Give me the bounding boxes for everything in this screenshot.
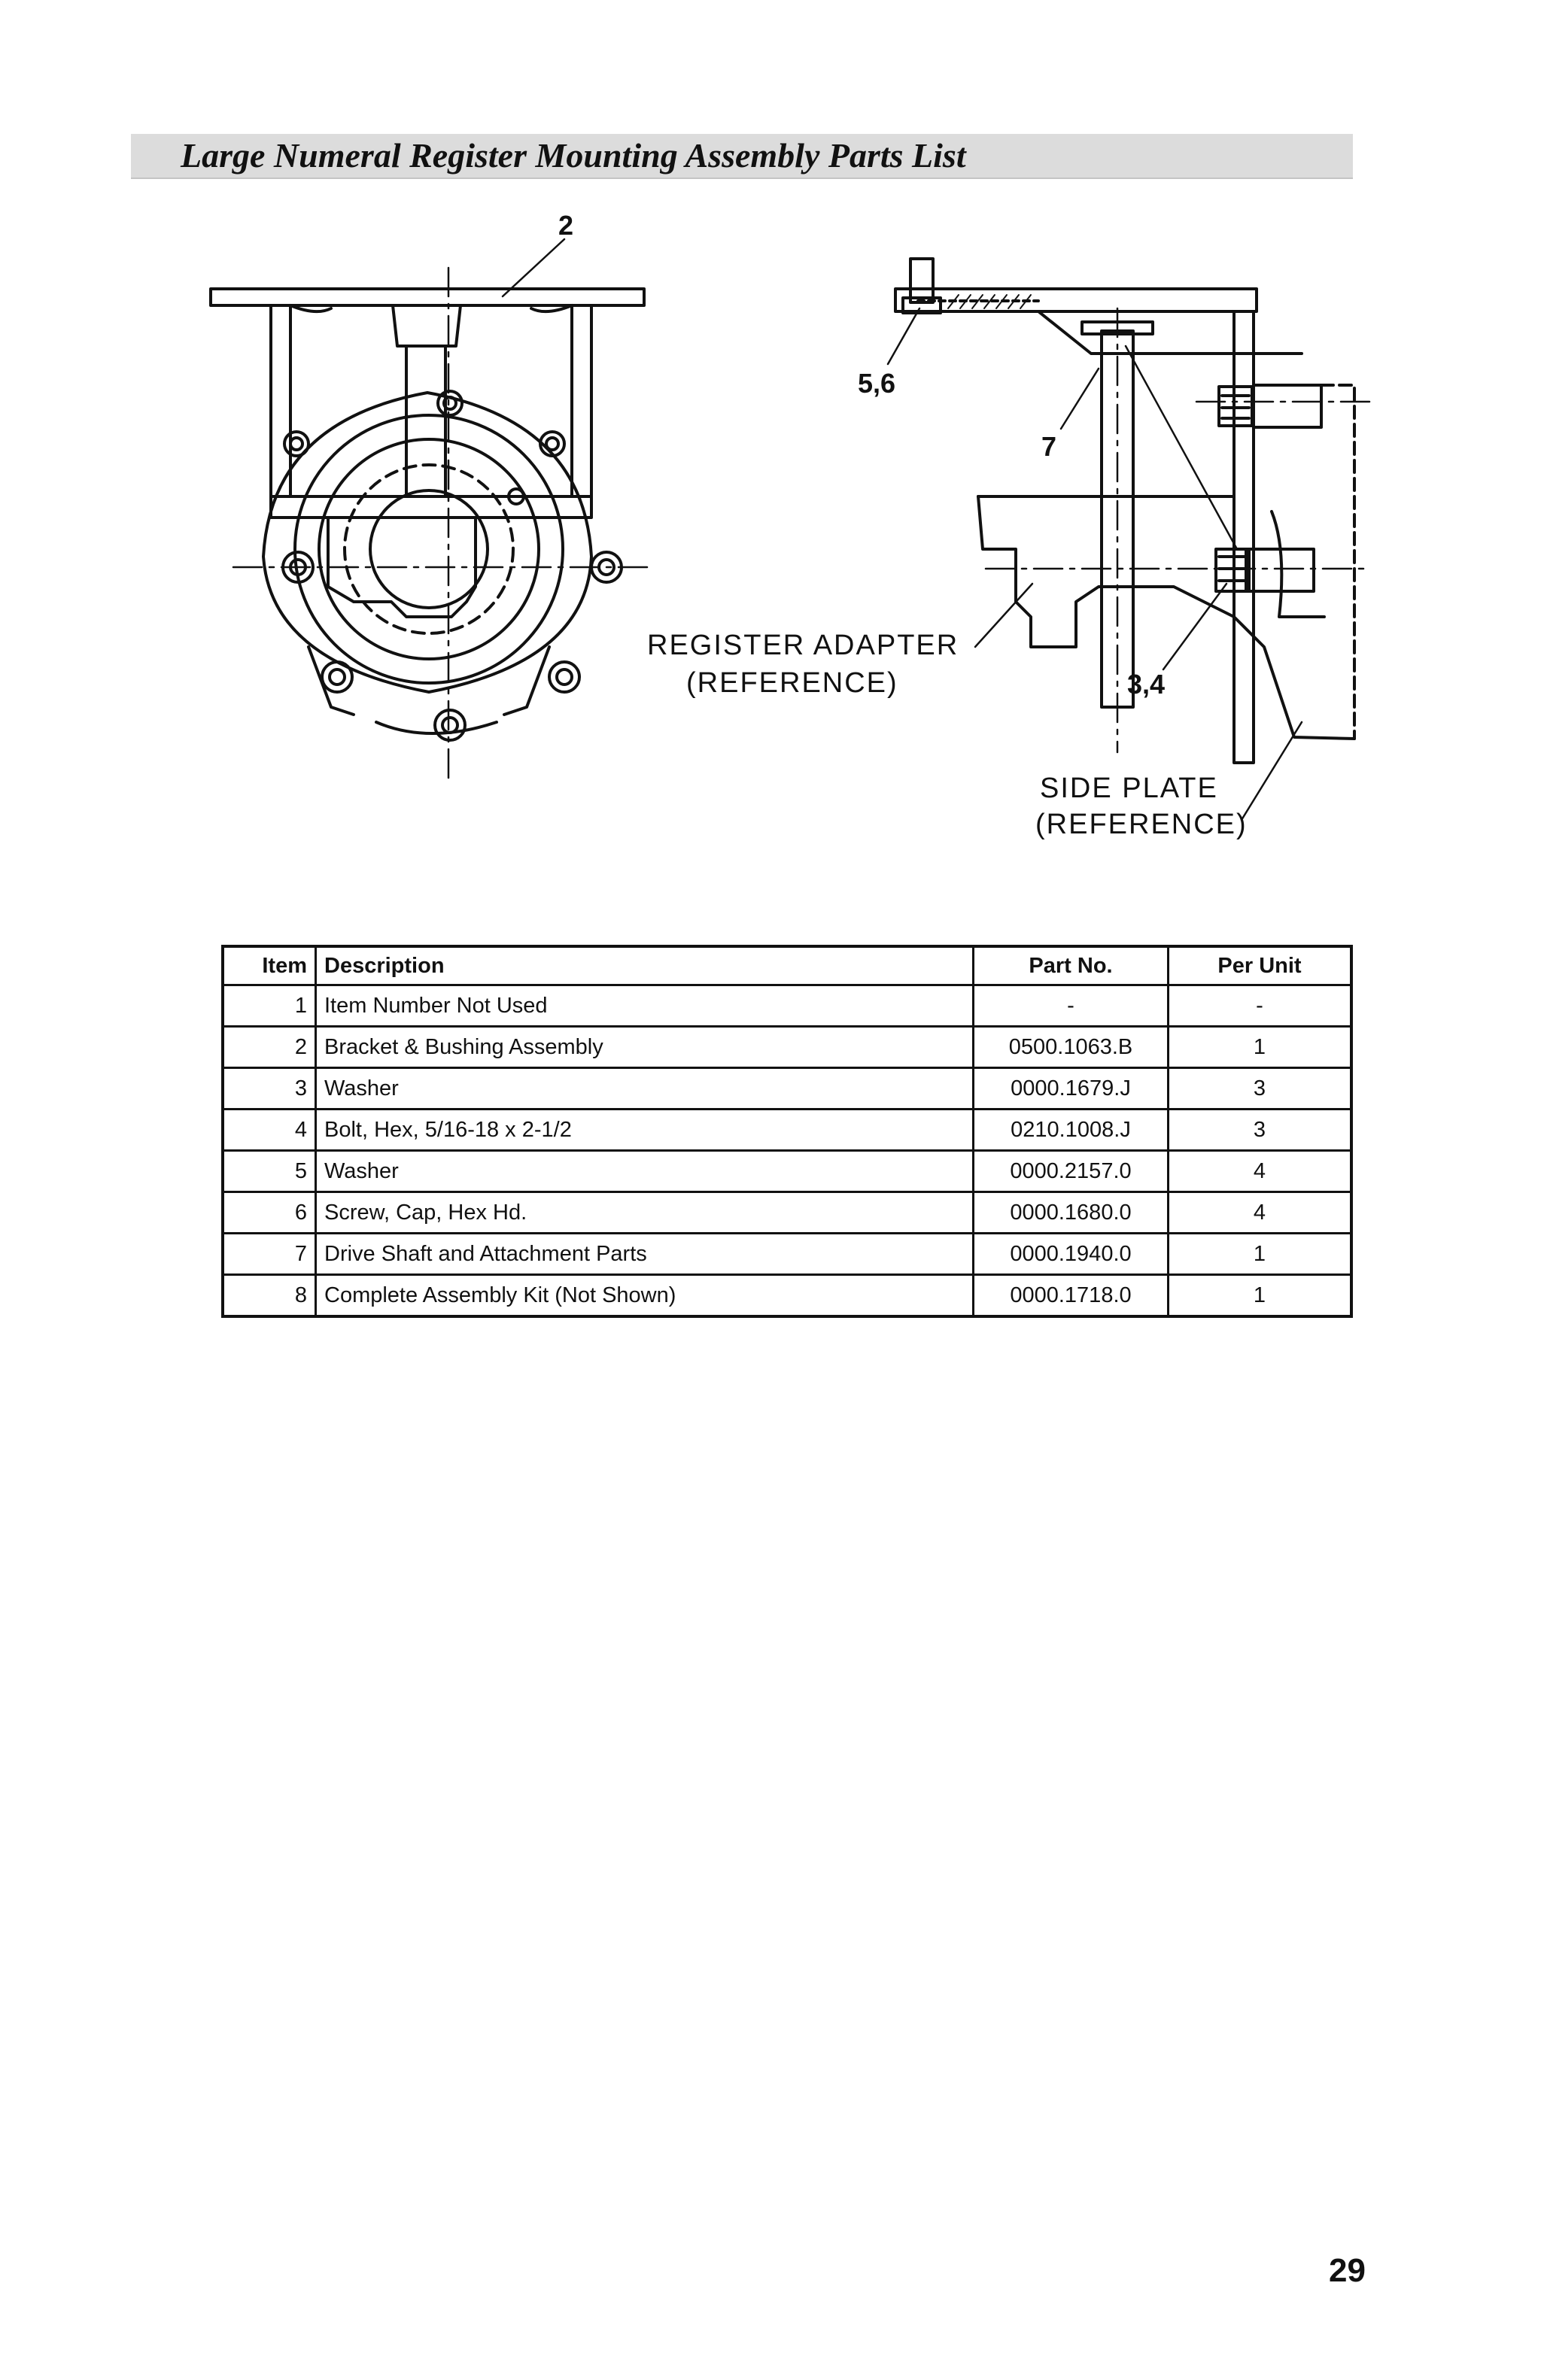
cell-description: Washer [316,1068,974,1110]
cell-per-unit: - [1169,985,1352,1027]
table-row [223,1275,1351,1317]
cell-item: 1 [223,985,316,1027]
cell-per-unit: 3 [1169,1110,1352,1151]
page-title: Large Numeral Register Mounting Assembly Parts List [181,136,966,175]
side-plate-reference: (REFERENCE) [1035,809,1248,840]
cell-part-no: 0000.2157.0 [974,1151,1169,1192]
cell-part-no: 0000.1679.J [974,1068,1169,1110]
header-part-no: Part No. [974,946,1169,985]
table-row [223,1110,1351,1151]
assembly-drawing-svg [196,196,1415,873]
cell-description: Bracket & Bushing Assembly [316,1027,974,1068]
cell-description: Bolt, Hex, 5/16-18 x 2-1/2 [316,1110,974,1151]
cell-part-no: - [974,985,1169,1027]
cell-item: 8 [223,1275,316,1317]
cell-per-unit: 1 [1169,1027,1352,1068]
callout-5-6: 5,6 [858,368,896,399]
cell-item: 4 [223,1110,316,1151]
cell-item: 5 [223,1151,316,1192]
front-view [211,289,644,740]
cell-part-no: 0000.1718.0 [974,1275,1169,1317]
callout-7: 7 [1041,431,1057,462]
title-bar [131,134,1353,179]
cell-part-no: 0500.1063.B [974,1027,1169,1068]
cell-part-no: 0000.1680.0 [974,1192,1169,1234]
side-view [895,259,1354,763]
cell-part-no: 0210.1008.J [974,1110,1169,1151]
cell-per-unit: 4 [1169,1192,1352,1234]
table-row [223,1192,1351,1234]
table-row [223,1234,1351,1275]
cell-item: 3 [223,1068,316,1110]
header-description: Description [316,946,974,985]
cell-per-unit: 1 [1169,1275,1352,1317]
table-row [223,1027,1351,1068]
cell-description: Washer [316,1151,974,1192]
register-adapter-reference: (REFERENCE) [686,667,898,699]
cell-part-no: 0000.1940.0 [974,1234,1169,1275]
header-per-unit: Per Unit [1169,946,1352,985]
cell-description: Complete Assembly Kit (Not Shown) [316,1275,974,1317]
header-item: Item [223,946,316,985]
side-plate-label: SIDE PLATE [1040,773,1218,804]
cell-description: Drive Shaft and Attachment Parts [316,1234,974,1275]
cell-per-unit: 1 [1169,1234,1352,1275]
cell-item: 2 [223,1027,316,1068]
cell-description: Item Number Not Used [316,985,974,1027]
cell-per-unit: 3 [1169,1068,1352,1110]
cell-per-unit: 4 [1169,1151,1352,1192]
page-number: 29 [1329,2252,1366,2289]
register-adapter-label: REGISTER ADAPTER [647,630,959,661]
table-row [223,985,1351,1027]
table-row [223,1151,1351,1192]
cell-description: Screw, Cap, Hex Hd. [316,1192,974,1234]
assembly-drawing [196,196,1415,873]
table-header-row [223,946,1351,985]
cell-item: 7 [223,1234,316,1275]
table-row [223,1068,1351,1110]
parts-table [221,945,1353,1318]
callout-3-4: 3,4 [1127,669,1166,700]
callout-2: 2 [558,210,574,241]
cell-item: 6 [223,1192,316,1234]
